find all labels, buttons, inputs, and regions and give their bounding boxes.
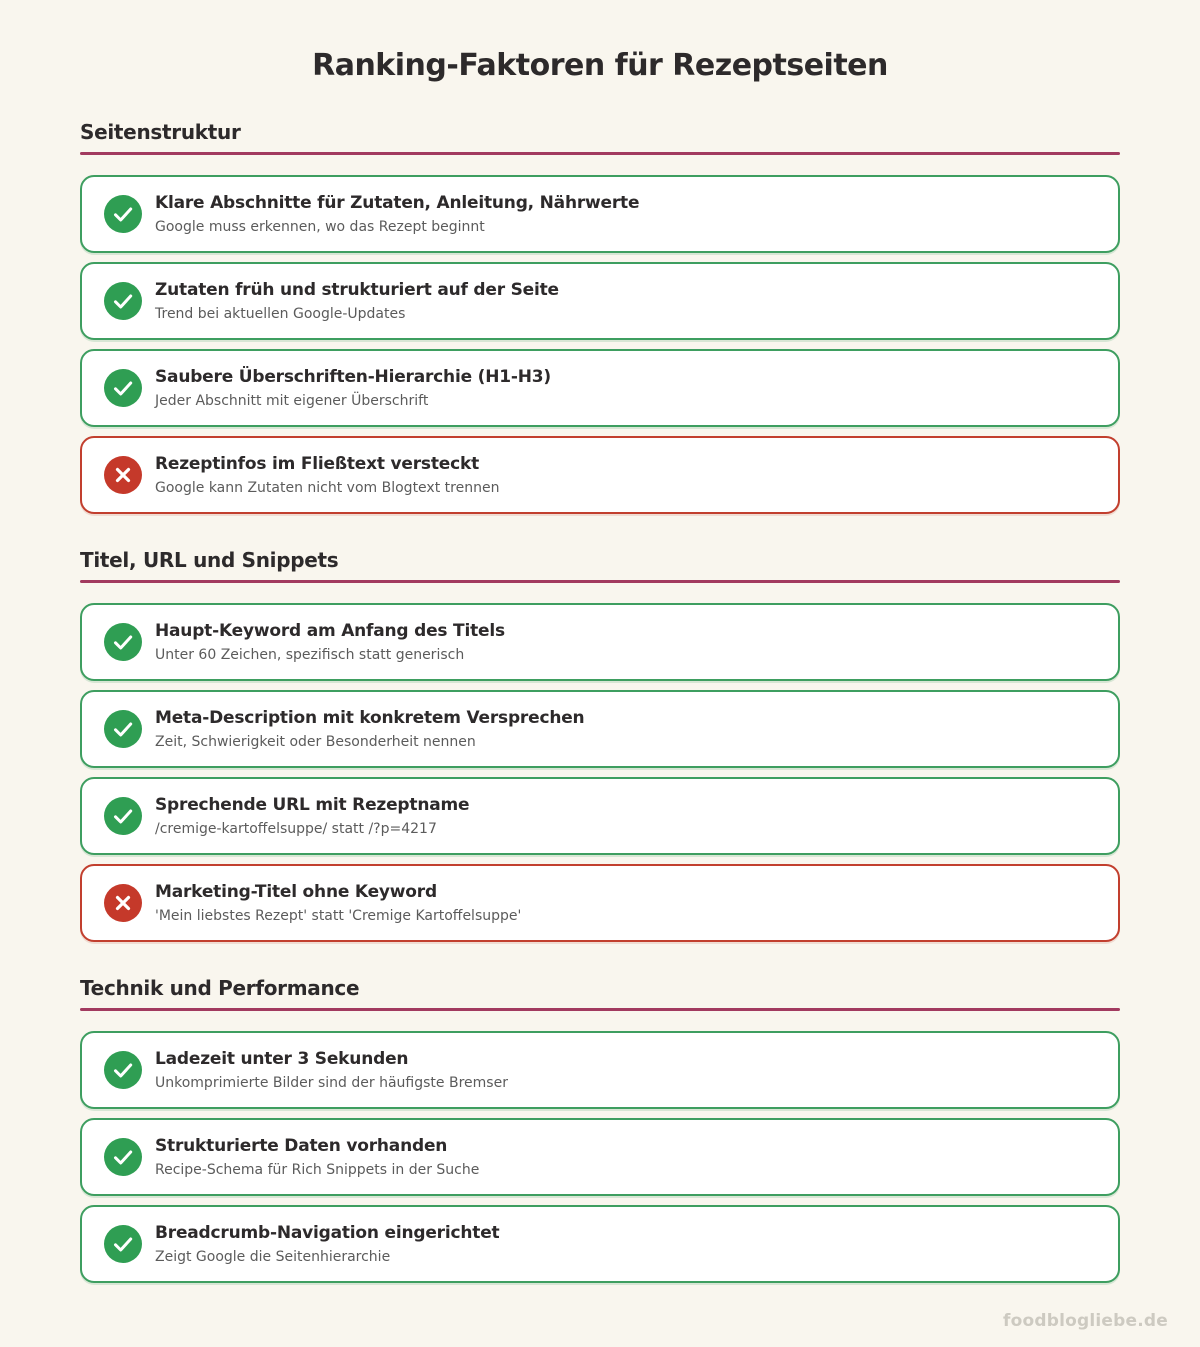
check-icon	[104, 1225, 142, 1263]
check-icon	[104, 1051, 142, 1089]
checklist-item-subtitle: Jeder Abschnitt mit eigener Überschrift	[155, 392, 429, 409]
checklist-item	[80, 1205, 1120, 1283]
checklist	[80, 175, 1120, 514]
x-icon	[104, 884, 142, 922]
checklist-item-subtitle: Zeit, Schwierigkeit oder Besonderheit nennen	[155, 733, 476, 750]
checklist-item	[80, 603, 1120, 681]
checklist-item-subtitle: Recipe-Schema für Rich Snippets in der Suche	[155, 1161, 480, 1178]
checklist-item-title: Marketing-Titel ohne Keyword	[155, 881, 437, 902]
check-icon	[104, 623, 142, 661]
checklist-item	[80, 777, 1120, 855]
check-icon	[104, 1138, 142, 1176]
section-technik-performance	[80, 976, 1120, 1283]
checklist-item-text	[155, 1222, 499, 1267]
checklist-item-title: Klare Abschnitte für Zutaten, Anleitung, Nährwerte	[155, 192, 640, 213]
section-underline	[80, 1008, 1120, 1011]
checklist-item-title: Saubere Überschriften-Hierarchie (H1-H3)	[155, 366, 551, 387]
checklist	[80, 603, 1120, 942]
checklist-item	[80, 1031, 1120, 1109]
x-icon	[104, 456, 142, 494]
checklist-item-text	[155, 794, 469, 839]
footer-watermark: foodblogliebe.de	[1002, 1311, 1168, 1331]
section-heading: Seitenstruktur	[80, 120, 241, 144]
checklist-item-text	[155, 453, 499, 498]
checklist-item-text	[155, 366, 551, 411]
checklist-item-subtitle: Unkomprimierte Bilder sind der häufigste Bremser	[155, 1074, 508, 1091]
checklist-item	[80, 436, 1120, 514]
section-heading: Technik und Performance	[80, 976, 360, 1000]
section-heading: Titel, URL und Snippets	[80, 548, 339, 572]
checklist-item-subtitle: Unter 60 Zeichen, spezifisch statt generisch	[155, 646, 465, 663]
checklist-item-subtitle: /cremige-kartoffelsuppe/ statt /?p=4217	[155, 820, 437, 837]
checklist-item-text	[155, 707, 584, 752]
section-seitenstruktur	[80, 120, 1120, 514]
checklist-item-subtitle: Zeigt Google die Seitenhierarchie	[155, 1248, 391, 1265]
checklist-item	[80, 1118, 1120, 1196]
section-underline	[80, 152, 1120, 155]
checklist-item-title: Haupt-Keyword am Anfang des Titels	[155, 620, 505, 641]
checklist-item-subtitle: 'Mein liebstes Rezept' statt 'Cremige Kartoffelsuppe'	[155, 907, 522, 924]
checklist-item	[80, 262, 1120, 340]
checklist-item-text	[155, 1135, 479, 1180]
check-icon	[104, 369, 142, 407]
section-titel-url-snippets	[80, 548, 1120, 942]
checklist-item	[80, 175, 1120, 253]
check-icon	[104, 282, 142, 320]
checklist-item-title: Strukturierte Daten vorhanden	[155, 1135, 448, 1156]
checklist-item-title: Breadcrumb-Navigation eingerichtet	[155, 1222, 500, 1243]
checklist-item-text	[155, 1048, 508, 1093]
section-underline	[80, 580, 1120, 583]
checklist-item	[80, 864, 1120, 942]
checklist-item-text	[155, 620, 505, 665]
checklist-item-title: Rezeptinfos im Fließtext versteckt	[155, 453, 480, 474]
checklist-item	[80, 349, 1120, 427]
check-icon	[104, 797, 142, 835]
checklist-item	[80, 690, 1120, 768]
checklist-item-title: Sprechende URL mit Rezeptname	[155, 794, 470, 815]
checklist-item-title: Ladezeit unter 3 Sekunden	[155, 1048, 409, 1069]
check-icon	[104, 710, 142, 748]
checklist-item-text	[155, 279, 559, 324]
check-icon	[104, 195, 142, 233]
checklist-item-subtitle: Google kann Zutaten nicht vom Blogtext trennen	[155, 479, 500, 496]
checklist-item-title: Meta-Description mit konkretem Versprechen	[155, 707, 585, 728]
checklist	[80, 1031, 1120, 1283]
checklist-item-subtitle: Trend bei aktuellen Google-Updates	[155, 305, 406, 322]
checklist-item-text	[155, 881, 521, 926]
page-title: Ranking-Faktoren für Rezeptseiten	[312, 48, 888, 83]
checklist-item-subtitle: Google muss erkennen, wo das Rezept beginnt	[155, 218, 485, 235]
checklist-item-title: Zutaten früh und strukturiert auf der Seite	[155, 279, 559, 300]
checklist-item-text	[155, 192, 639, 237]
